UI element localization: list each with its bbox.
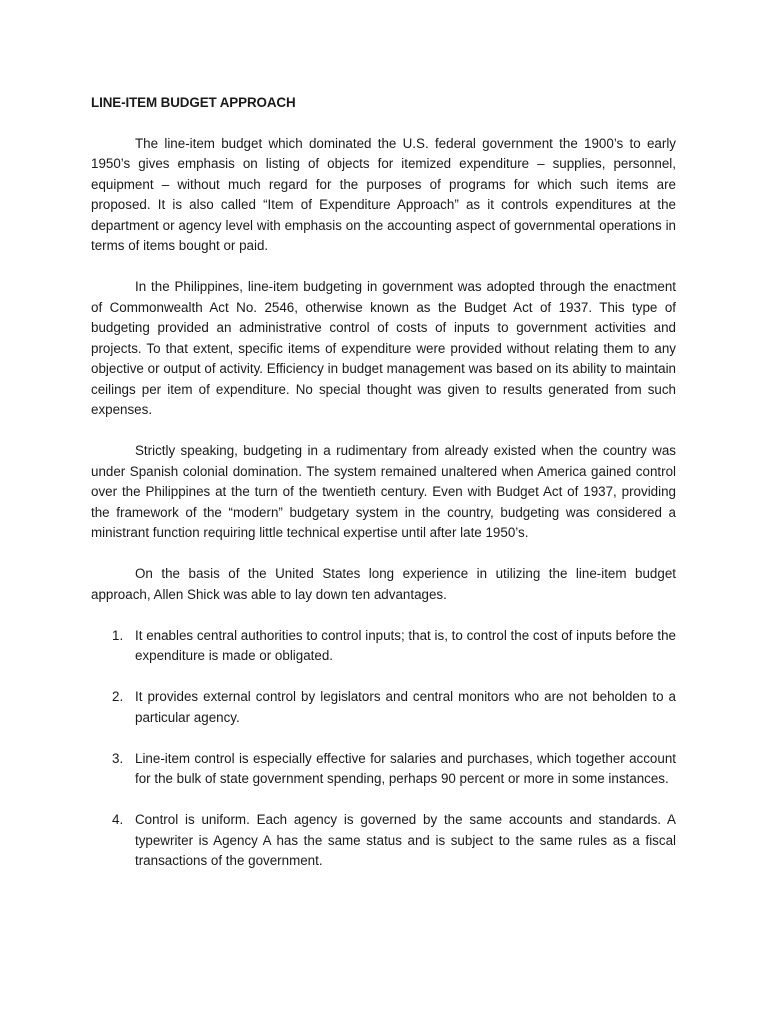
list-item-text: Control is uniform. Each agency is governed by the same accounts and standards. A typewriter is Agency A has the same status and is subject to the same rules as a fiscal transactions of the government. <box>135 812 676 868</box>
list-item <box>91 687 676 728</box>
paragraph-4: On the basis of the United States long experience in utilizing the line-item budget approach, Allen Shick was able to lay down ten advantages. <box>91 566 676 602</box>
list-item-number: 2. <box>112 689 124 704</box>
document-title: LINE-ITEM BUDGET APPROACH <box>91 95 296 110</box>
list-item <box>91 749 676 790</box>
list-item-text: It enables central authorities to control inputs; that is, to control the cost of inputs before the expenditure is made or obligated. <box>135 627 676 663</box>
paragraph-1: The line-item budget which dominated the U.S. federal government the 1900’s to early 1950’s gives emphasis on listing of objects for itemized expenditure – supplies, personnel, equipment – without much regard for the purposes of programs for which such items are proposed. It is also called “Item of Expenditure Approach” as it controls expenditures at the department or agency level with emphasis on the accounting aspect of governmental operations in terms of items bought or paid. <box>91 135 676 253</box>
list-item-text: It provides external control by legislators and central monitors who are not beholden to a particular agency. <box>135 689 676 725</box>
list-item-number: 4. <box>112 812 124 827</box>
paragraph-3: Strictly speaking, budgeting in a rudimentary from already existed when the country was under Spanish colonial domination. The system remained unaltered when America gained control over the Philippines at the turn of the twentieth century. Even with Budget Act of 1937, providing the framework of the “modern” budgetary system in the country, budgeting was considered a ministrant function requiring little technical expertise until after late 1950’s. <box>91 443 676 540</box>
paragraph-2: In the Philippines, line-item budgeting in government was adopted through the enactment of Commonwealth Act No. 2546, otherwise known as the Budget Act of 1937. This type of budgeting provided an administrative control of costs of inputs to government activities and projects. To that extent, specific items of expenditure were provided without relating them to any objective or output of activity. Efficiency in budget management was based on its ability to maintain ceilings per item of expenditure. No special thought was given to results generated from such expenses. <box>91 279 676 417</box>
list-item <box>91 626 676 667</box>
document-page <box>91 93 676 892</box>
list-item-number: 1. <box>112 627 124 643</box>
list-item <box>91 810 676 872</box>
list-item-text: Line-item control is especially effective for salaries and purchases, which together account for the bulk of state government spending, perhaps 90 percent or more in some instances. <box>135 750 676 786</box>
list-item-number: 3. <box>112 750 124 766</box>
advantages-list <box>91 626 676 872</box>
